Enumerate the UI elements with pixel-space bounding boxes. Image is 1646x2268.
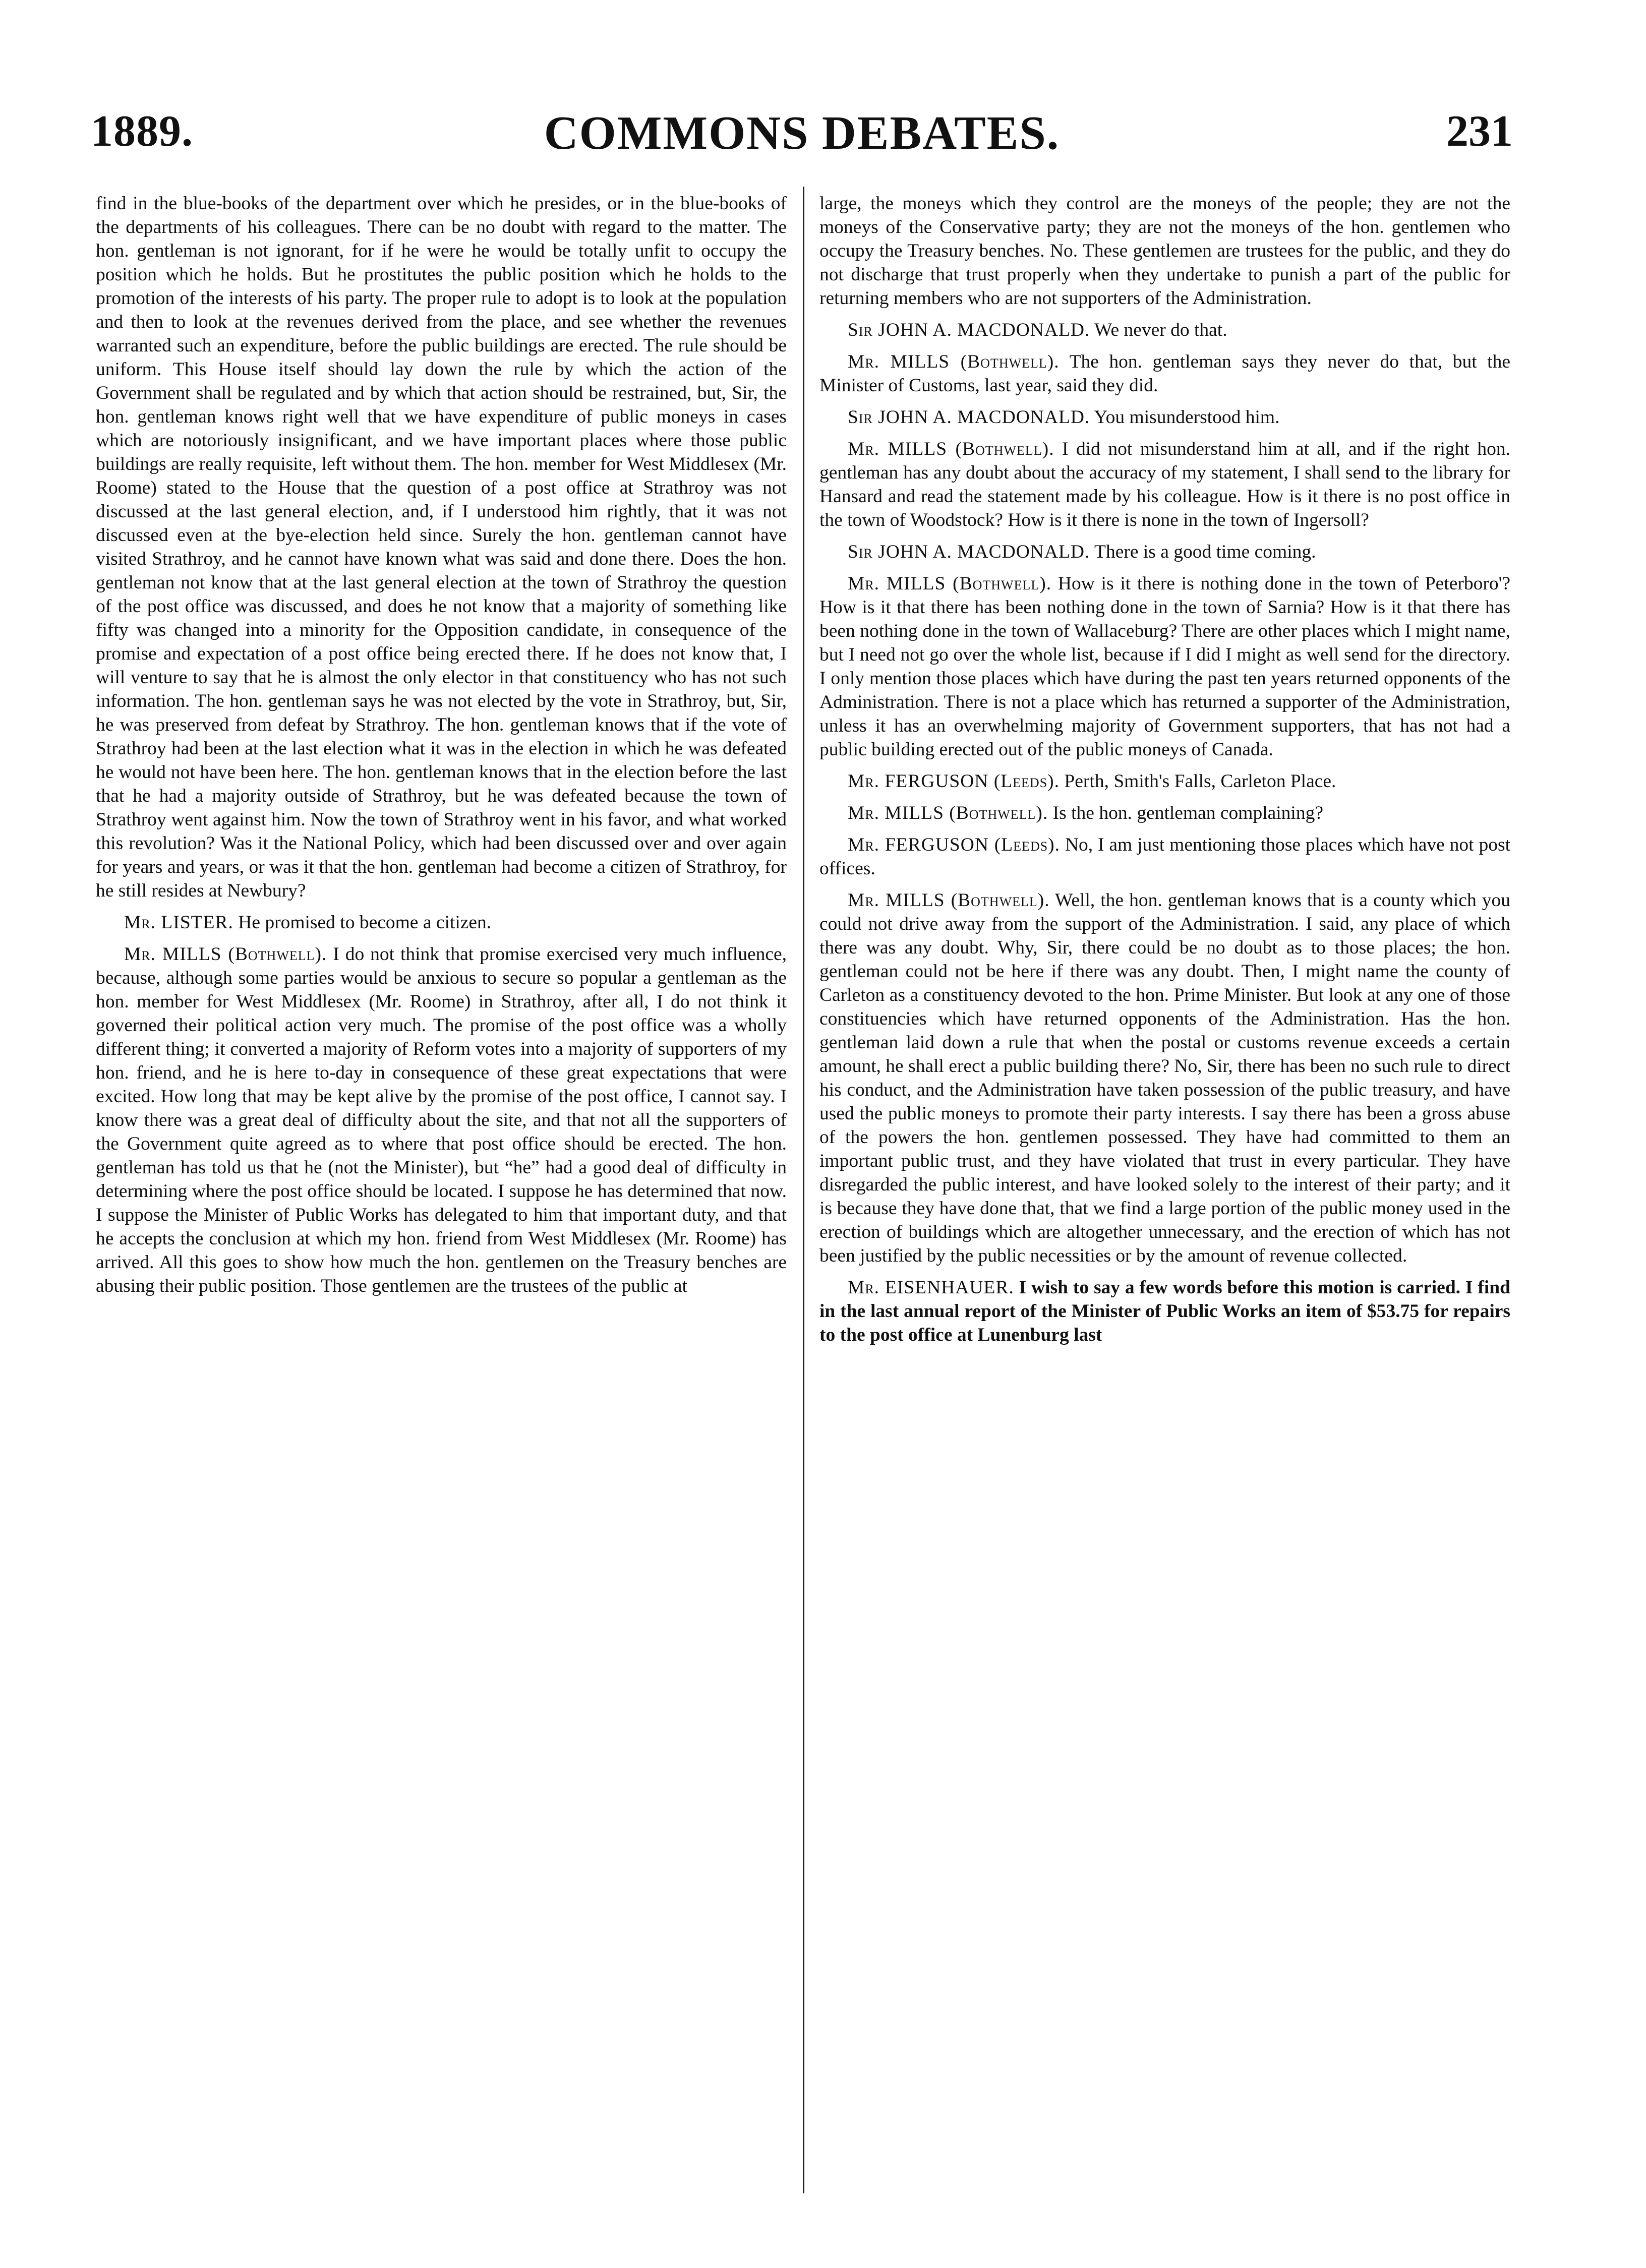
paragraph-text: I do not think that promise exercised very much influence, because, although some parties would be anxious to secure so popular a gentleman as the hon. member for West Middlesex (Mr. Roome) in Strathroy, after all, I do not think it governed their political action very much. The promise of the post office was a wholly different thing; it converted a majority of Reform votes into a majority of supporters of my hon. friend, and he is here to-day in consequence of these great expectations that were excited. How long that may be kept alive by the promise of the post office, I cannot say. I know there was a great deal of difficulty about the site, and that not all the supporters of the Government quite agreed as to where that post office should be erected. The hon. gentleman has told us that he (not the Minister), but “he” had a good deal of difficulty in determining where the post office should be located. I suppose he has determined that now. I suppose the Minister of Public Works has delegated to him that important duty, and that he accepts the conclusion at which my hon. friend from West Middlesex (Mr. Roome) has arrived. All this goes to show how much the hon. gentlemen on the Treasury benches are abusing their public position. Those gentlemen are the trustees of the public at — [96, 944, 787, 1296]
speaker-name: Mr. MILLS (Bothwell). — [848, 803, 1048, 823]
paragraph — [96, 192, 787, 903]
paragraph-text: There is a good time coming. — [1094, 542, 1316, 562]
right-column — [819, 192, 1510, 1355]
speaker-name: Sir JOHN A. MACDONALD. — [848, 542, 1090, 562]
paragraph — [819, 833, 1510, 880]
paragraph-text: I did not misunderstand him at all, and if the right hon. gentleman has any doubt about the accuracy of my statement, I shall send to the library for Hansard and read the statement made by his colleague. How is it there is no post office in the town of Woodstock? How is it there is none in the town of Ingersoll? — [819, 439, 1511, 530]
paragraph — [96, 911, 787, 934]
paragraph — [819, 1276, 1510, 1347]
paragraph — [819, 437, 1510, 532]
paragraph-text: We never do that. — [1094, 320, 1227, 340]
paragraph-text: large, the moneys which they control are the moneys of the people; they are not the moneys of the Conservative party; they are not the moneys of the hon. gentlemen who occupy the Treasury benches. No. These gentlemen are trustees for the public, and they do not discharge that trust properly when they undertake to punish a part of the public for returning members who are not supporters of the Administration. — [819, 193, 1510, 309]
paragraph — [819, 318, 1510, 342]
page-header — [91, 106, 1513, 166]
speaker-name: Mr. MILLS (Bothwell). — [848, 573, 1052, 594]
paragraph — [819, 572, 1510, 761]
speaker-name: Mr. FERGUSON (Leeds). — [848, 771, 1060, 792]
header-page-number: 231 — [1446, 107, 1513, 156]
paragraph-text: I wish to say a few words before this motion is carried. I find in the last annual report of the Minister of Public Works an item of $53.75 for repairs to the post office at Lunenburg last — [819, 1277, 1510, 1345]
paragraph-text: find in the blue-books of the department over which he presides, or in the blue-books of the departments of his colleagues. There can be no doubt with regard to the matter. The hon. gentleman is not ignorant, for if he were he would be totally unfit to occupy the position which he holds. But he prostitutes the public position which he holds to the promotion of the interests of his party. The proper rule to adopt is to look at the population and then to look at the revenues derived from the place, and see whether the revenues warranted such an expenditure, before the public buildings are erected. The rule should be uniform. This House itself should lay down the rule by which the action of the Government shall be regulated and by which that action should be restrained, but, Sir, the hon. gentleman knows right well that we have expenditure of public moneys in cases which are notoriously insignificant, and we have important places where those public buildings are really requisite, left without them. The hon. member for West Middlesex (Mr. Roome) stated to the House that the question of a post office at Strathroy was not discussed at the last general election, and, if I understood him rightly, that it was not discussed even at the bye-election held since. Surely the hon. gentleman cannot have visited Strathroy, and he cannot have known what was said and done there. Does the hon. gentleman not know that at the last general election at the town of Strathroy the question of the post office was discussed, and does he not know that a majority of something like fifty was changed into a minority for the Opposition candidate, in consequence of the promise and expectation of a post office being erected there. If he does not know that, I will venture to say that he is almost the only elector in that constituency who has not such information. The hon. gentleman says he was not elected by the vote in Strathroy, but, Sir, he was preserved from defeat by Strathroy. The hon. gentleman knows that if the vote of Strathroy had been at the last election what it was in the election in which he was defeated he would not have been here. The hon. gentleman knows that in the election before the last that he had a majority outside of Strathroy, but he was defeated because the town of Strathroy went against him. Now the town of Strathroy went in his favor, and what worked this revolution? Was it the National Policy, which had been discussed over and over again for years and years, or was it that the hon. gentleman had become a citizen of Strathroy, for he still resides at Newbury? — [96, 193, 787, 901]
speaker-name: Mr. MILLS (Bothwell). — [124, 944, 327, 965]
paragraph-text: You misunderstood him. — [1094, 407, 1280, 428]
speaker-name: Mr. EISENHAUER. — [848, 1277, 1014, 1298]
speaker-name: Sir JOHN A. MACDONALD. — [848, 407, 1090, 428]
paragraph-text: No, I am just mentioning those places which have not post offices. — [819, 834, 1510, 879]
paragraph-text: Well, the hon. gentleman knows that is a county which you could not drive away from the support of the Administration. I said, any place of which there was any doubt. Why, Sir, there could be no doubt as to those places; the hon. gentleman could not be here if there was any doubt. Then, I might name the county of Carleton as a constituency devoted to the hon. Prime Minister. But look at any one of those constituencies which have returned opponents of the Administration. Has the hon. gentleman laid down a rule that when the postal or customs revenue exceeds a certain amount, he shall erect a public building there? No, Sir, there has been no such rule to direct his conduct, and the Administration have taken possession of the public treasury, and have used the public moneys to promote their party interests. I say there has been a gross abuse of the powers the hon. gentlemen possessed. They have had committed to them an important public trust, and they have violated that trust in every particular. They have disregarded the public interest, and have looked solely to the interest of their party; and it is because they have done that, that we find a large portion of the public money used in the erection of buildings which are altogether unnecessary, and the erection of which has not been justified by the public necessities or by the amount of revenue collected. — [819, 890, 1510, 1266]
paragraph — [819, 769, 1510, 793]
paragraph-text: How is it there is nothing done in the town of Peterboro'? How is it that there has been nothing done in the town of Sarnia? How is it that there has been nothing done in the town of Wallaceburg? There are other places which I might name, but I need not go over the whole list, because if I did I might as well send for the directory. I only mention those places which have during the past ten years returned opponents of the Administration. There is not a place which has returned a supporter of the Administration, unless it has an overwhelming majority of Government supporters, that has not had a public building erected out of the public moneys of Canada. — [819, 573, 1510, 760]
left-column — [96, 192, 787, 1306]
paragraph — [819, 888, 1510, 1268]
speaker-name: Mr. MILLS (Bothwell). — [848, 890, 1050, 911]
speaker-name: Mr. MILLS (Bothwell). — [848, 439, 1054, 459]
header-year: 1889. — [91, 107, 193, 156]
paragraph — [819, 405, 1510, 429]
paragraph — [96, 942, 787, 1298]
speaker-name: Mr. MILLS (Bothwell). — [848, 351, 1060, 372]
paragraph-text: He promised to become a citizen. — [238, 912, 492, 933]
paragraph — [819, 801, 1510, 825]
paragraph-text: Perth, Smith's Falls, Carleton Place. — [1064, 771, 1336, 792]
speaker-name: Sir JOHN A. MACDONALD. — [848, 320, 1090, 340]
speaker-name: Mr. FERGUSON (Leeds). — [848, 834, 1061, 855]
column-divider — [803, 187, 804, 2193]
speaker-name: Mr. LISTER. — [124, 912, 233, 933]
paragraph — [819, 540, 1510, 564]
paragraph-text: The hon. gentleman says they never do that, but the Minister of Customs, last year, said they did. — [819, 351, 1510, 396]
header-title: COMMONS DEBATES. — [544, 107, 1060, 159]
paragraph — [819, 350, 1510, 397]
paragraph — [819, 192, 1510, 310]
paragraph-text: Is the hon. gentleman complaining? — [1052, 803, 1323, 823]
